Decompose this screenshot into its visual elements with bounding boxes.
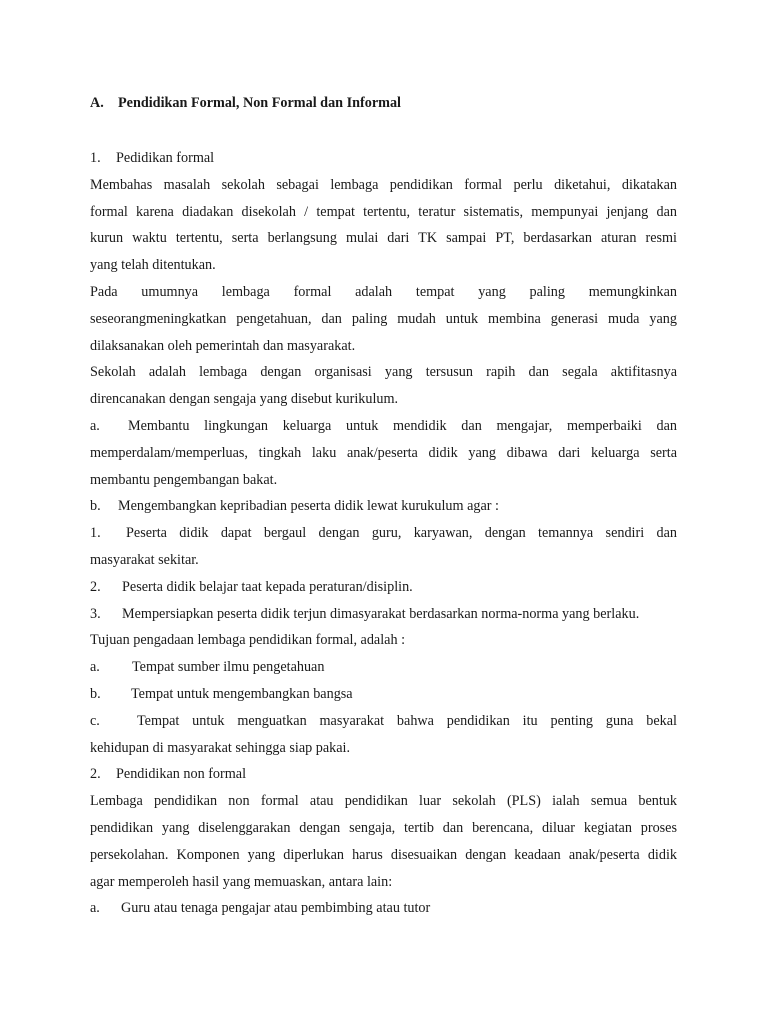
list-item-2-disiplin bbox=[90, 574, 677, 601]
list-item-3-mempersiapkan bbox=[90, 601, 677, 628]
list-item-text: Tempat untuk menguatkan masyarakat bahwa pendidikan itu penting guna bekal bbox=[137, 712, 677, 729]
list-item-line: masyarakat sekitar. bbox=[90, 551, 199, 568]
tujuan-intro: Tujuan pengadaan lembaga pendidikan formal, adalah : bbox=[90, 632, 406, 649]
list-item-text: Tempat untuk mengembangkan bangsa bbox=[131, 685, 353, 702]
list-item-line bbox=[90, 413, 677, 440]
list-item-text: Tempat sumber ilmu pengetahuan bbox=[132, 659, 325, 676]
subsection-title-formal bbox=[90, 145, 677, 172]
list-item-line bbox=[90, 520, 677, 547]
list-item-text: Mempersiapkan peserta didik terjun dimasyarakat berdasarkan norma-norma yang berlaku. bbox=[122, 605, 640, 622]
paragraph-line: formal karena diadakan disekolah / tempat tertentu, teratur sistematis, mempunyai jenjang dan bbox=[90, 203, 677, 220]
list-item-text: Peserta didik dapat bergaul dengan guru, karyawan, dengan temannya sendiri dan bbox=[126, 525, 677, 542]
heading-title: Pendidikan Formal, Non Formal dan Informal bbox=[118, 95, 401, 111]
paragraph-line: Pada umumnya lembaga formal adalah tempat yang paling memungkinkan bbox=[90, 283, 677, 300]
list-item-text: Mengembangkan kepribadian peserta didik lewat kurukulum agar : bbox=[118, 498, 499, 515]
subsection-number: 2. bbox=[90, 766, 101, 783]
paragraph-line: agar memperoleh hasil yang memuaskan, antara lain: bbox=[90, 873, 393, 890]
paragraph-line: pendidikan yang diselenggarakan dengan sengaja, tertib dan berencana, diluar kegiatan proses bbox=[90, 819, 677, 836]
paragraph-line: dilaksanakan oleh pemerintah dan masyarakat. bbox=[90, 337, 356, 354]
list-item-line bbox=[90, 708, 677, 735]
paragraph-line: Lembaga pendidikan non formal atau pendidikan luar sekolah (PLS) ialah semua bentuk bbox=[90, 793, 677, 810]
paragraph-line: Sekolah adalah lembaga dengan organisasi yang tersusun rapih dan segala aktifitasnya bbox=[90, 364, 677, 381]
list-marker: a. bbox=[90, 417, 100, 434]
list-item-line: kehidupan di masyarakat sehingga siap pakai. bbox=[90, 739, 351, 756]
section-heading bbox=[90, 91, 677, 115]
list-item-text: Guru atau tenaga pengajar atau pembimbing atau tutor bbox=[121, 900, 431, 917]
paragraph-line: seseorangmeningkatkan pengetahuan, dan paling mudah untuk membina generasi muda yang bbox=[90, 310, 677, 327]
list-item-guru bbox=[90, 895, 677, 922]
paragraph-formal-definition bbox=[90, 172, 677, 279]
document-page bbox=[90, 91, 677, 922]
heading-number: A. bbox=[90, 95, 104, 111]
list-item-line: membantu pengembangan bakat. bbox=[90, 471, 278, 488]
list-item-b-mengembangkan bbox=[90, 493, 677, 520]
paragraph-school-organization bbox=[90, 359, 677, 413]
tujuan-item-c bbox=[90, 708, 677, 762]
list-item-1-bergaul bbox=[90, 520, 677, 574]
list-item-line: memperdalam/memperluas, tingkah laku anak/peserta didik yang dibawa dari keluarga serta bbox=[90, 444, 677, 461]
list-marker: 1. bbox=[90, 525, 101, 542]
paragraph-line: Membahas masalah sekolah sebagai lembaga pendidikan formal perlu diketahui, dikatakan bbox=[90, 176, 677, 193]
list-marker: a. bbox=[90, 659, 100, 676]
subsection-number: 1. bbox=[90, 150, 101, 166]
list-marker: b. bbox=[90, 498, 101, 515]
paragraph-line: kurun waktu tertentu, serta berlangsung mulai dari TK sampai PT, berdasarkan aturan resmi bbox=[90, 230, 677, 247]
list-item-text: Peserta didik belajar taat kepada peraturan/disiplin. bbox=[122, 578, 413, 595]
paragraph-line: direncanakan dengan sengaja yang disebut kurikulum. bbox=[90, 391, 399, 408]
paragraph-formal-institution bbox=[90, 279, 677, 359]
list-marker: a. bbox=[90, 900, 100, 917]
list-item-a-membantu bbox=[90, 413, 677, 493]
paragraph-nonformal-definition bbox=[90, 788, 677, 895]
tujuan-item-b bbox=[90, 681, 677, 708]
list-marker: 2. bbox=[90, 578, 101, 595]
list-marker: 3. bbox=[90, 605, 101, 622]
subsection-title-nonformal bbox=[90, 761, 677, 788]
list-item-text: Membantu lingkungan keluarga untuk mendidik dan mengajar, memperbaiki dan bbox=[128, 417, 677, 434]
paragraph-line: yang telah ditentukan. bbox=[90, 257, 216, 274]
list-marker: c. bbox=[90, 712, 100, 729]
subsection-label: Pendidikan non formal bbox=[116, 766, 247, 783]
subsection-label: Pedidikan formal bbox=[116, 150, 215, 166]
paragraph-line: persekolahan. Komponen yang diperlukan harus disesuaikan dengan keadaan anak/peserta didik bbox=[90, 846, 677, 863]
tujuan-item-a bbox=[90, 654, 677, 681]
list-marker: b. bbox=[90, 685, 101, 702]
